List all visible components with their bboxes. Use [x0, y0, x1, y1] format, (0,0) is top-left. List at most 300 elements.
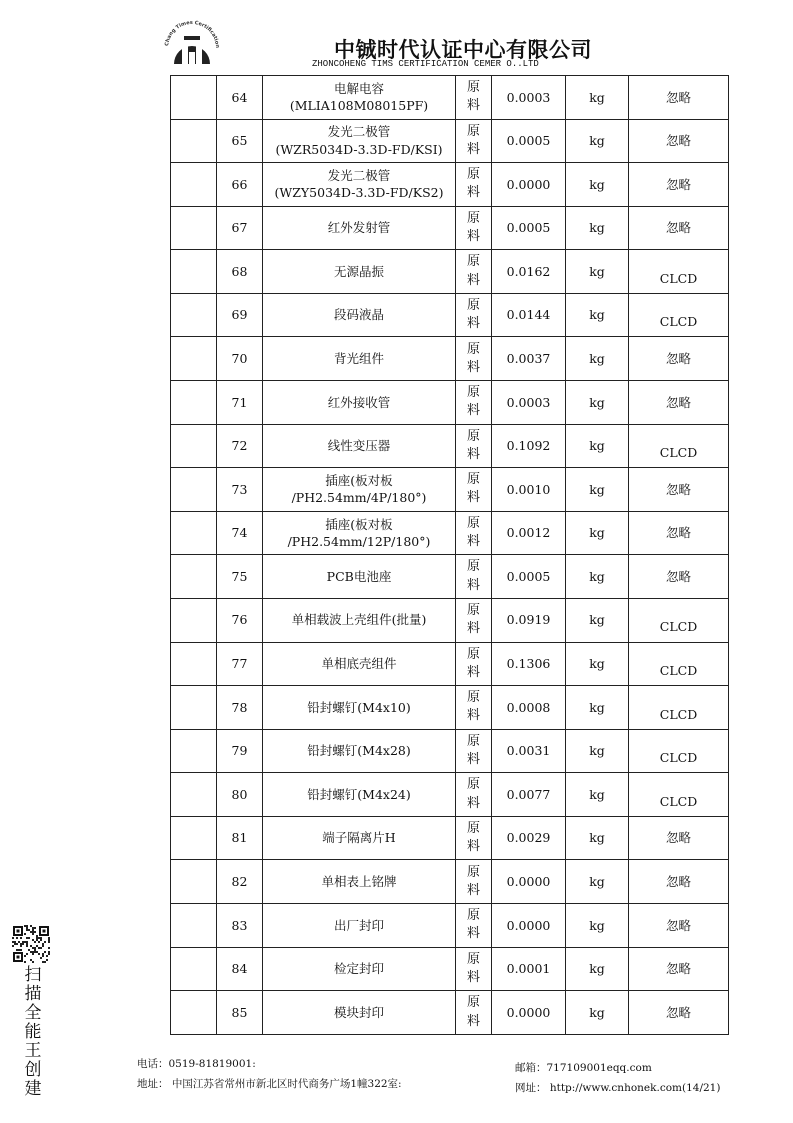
- unit-cell: [566, 250, 629, 294]
- type-cell: [456, 424, 492, 468]
- type-cell: [456, 555, 492, 599]
- item-weight: 0.0012: [506, 525, 551, 541]
- item-name-cell: [263, 468, 456, 512]
- row-number: 84: [231, 961, 248, 977]
- item-unit: kg: [589, 438, 605, 454]
- item-weight: 0.0000: [506, 1004, 551, 1020]
- item-name-cell: [263, 163, 456, 207]
- unit-cell: [566, 555, 629, 599]
- item-note: CLCD: [659, 445, 698, 461]
- weight-cell: [492, 642, 566, 686]
- item-note: CLCD: [659, 663, 698, 679]
- table-row: [171, 598, 729, 642]
- weight-cell: [492, 381, 566, 425]
- blank-cell: [171, 816, 217, 860]
- item-weight: 0.0005: [506, 568, 551, 584]
- footer-website: 网址： http://www.cnhonek.com(14/21): [515, 1082, 721, 1094]
- footer-phone: 电话：0519-81819001:: [137, 1058, 256, 1070]
- type-cell: [456, 816, 492, 860]
- item-note: CLCD: [659, 314, 698, 330]
- item-name: 检定封印: [333, 961, 384, 977]
- item-type: 原料: [467, 297, 481, 332]
- item-unit: kg: [589, 525, 605, 541]
- item-unit: kg: [589, 351, 605, 366]
- item-name-cell: [263, 729, 456, 773]
- note-cell: [629, 991, 729, 1035]
- row-number: 68: [231, 263, 248, 279]
- weight-cell: [492, 119, 566, 163]
- blank-cell: [171, 511, 217, 555]
- item-weight: 0.0031: [506, 743, 551, 759]
- item-type: 原料: [467, 428, 481, 462]
- table-row: [171, 729, 729, 773]
- row-number-cell: [217, 163, 263, 207]
- item-note: CLCD: [659, 793, 698, 809]
- blank-cell: [171, 642, 217, 686]
- item-name: 插座(板对板: [325, 472, 393, 488]
- item-note: 忽略: [665, 961, 691, 977]
- weight-cell: [492, 773, 566, 817]
- item-note: 忽略: [665, 394, 691, 410]
- item-weight: 0.0005: [506, 133, 551, 149]
- type-cell: [456, 119, 492, 163]
- item-name: 线性变压器: [327, 438, 391, 454]
- weight-cell: [492, 816, 566, 860]
- unit-cell: [566, 76, 629, 120]
- row-number: 67: [231, 220, 248, 236]
- table-row: [171, 206, 729, 250]
- footer-address: 地址： 中国江苏省常州市新北区时代商务广场1幢322室:: [137, 1078, 402, 1090]
- row-number: 74: [231, 525, 248, 541]
- item-weight: 0.0005: [506, 220, 551, 236]
- item-unit: kg: [589, 89, 605, 105]
- item-unit: kg: [589, 568, 605, 584]
- item-unit: kg: [589, 612, 605, 628]
- item-name: 红外接收管: [327, 394, 391, 410]
- item-unit: kg: [589, 743, 605, 759]
- type-cell: [456, 206, 492, 250]
- item-note: 忽略: [665, 568, 691, 584]
- blank-cell: [171, 729, 217, 773]
- unit-cell: [566, 816, 629, 860]
- item-weight: 0.0008: [506, 699, 551, 715]
- item-type: 原料: [467, 385, 481, 419]
- scanner-watermark: 扫描全能王创建: [24, 965, 42, 1099]
- table-row: [171, 76, 729, 120]
- item-unit: kg: [589, 176, 605, 192]
- company-name-cn: 中铖时代认证中心有限公司: [334, 38, 592, 62]
- type-cell: [456, 293, 492, 337]
- row-number-cell: [217, 816, 263, 860]
- item-name-cell: [263, 860, 456, 904]
- note-cell: [629, 860, 729, 904]
- item-name: 模块封印: [333, 1004, 384, 1020]
- type-cell: [456, 947, 492, 991]
- blank-cell: [171, 903, 217, 947]
- item-note: 忽略: [665, 133, 691, 149]
- row-number-cell: [217, 511, 263, 555]
- weight-cell: [492, 424, 566, 468]
- item-type: 原料: [467, 210, 481, 245]
- item-spec: (WZR5034D-3.3D-FD/KSI): [275, 141, 443, 157]
- materials-table: [170, 75, 729, 1035]
- item-spec: /PH2.54mm/12P/180°): [287, 534, 431, 550]
- blank-cell: [171, 773, 217, 817]
- blank-cell: [171, 250, 217, 294]
- note-cell: [629, 381, 729, 425]
- row-number-cell: [217, 686, 263, 730]
- item-type: 原料: [467, 341, 481, 375]
- weight-cell: [492, 76, 566, 120]
- row-number-cell: [217, 991, 263, 1035]
- blank-cell: [171, 991, 217, 1035]
- type-cell: [456, 729, 492, 773]
- type-cell: [456, 250, 492, 294]
- row-number: 79: [231, 743, 248, 759]
- item-spec: (WZY5034D-3.3D-FD/KS2): [274, 185, 444, 201]
- type-cell: [456, 598, 492, 642]
- weight-cell: [492, 729, 566, 773]
- item-name-cell: [263, 991, 456, 1035]
- table-row: [171, 337, 729, 381]
- blank-cell: [171, 598, 217, 642]
- note-cell: [629, 511, 729, 555]
- row-number-cell: [217, 206, 263, 250]
- item-type: 原料: [467, 254, 481, 288]
- type-cell: [456, 686, 492, 730]
- note-cell: [629, 76, 729, 120]
- item-unit: kg: [589, 133, 605, 149]
- item-note: 忽略: [665, 220, 691, 236]
- row-number: 83: [231, 917, 248, 933]
- item-note: 忽略: [665, 830, 691, 846]
- item-spec: (MLIA108M08015PF): [289, 98, 429, 114]
- weight-cell: [492, 991, 566, 1035]
- blank-cell: [171, 424, 217, 468]
- weight-cell: [492, 250, 566, 294]
- row-number: 73: [231, 481, 248, 497]
- note-cell: [629, 119, 729, 163]
- item-name-cell: [263, 947, 456, 991]
- item-name-cell: [263, 773, 456, 817]
- item-unit: kg: [589, 1004, 605, 1020]
- weight-cell: [492, 860, 566, 904]
- unit-cell: [566, 773, 629, 817]
- unit-cell: [566, 119, 629, 163]
- blank-cell: [171, 206, 217, 250]
- blank-cell: [171, 947, 217, 991]
- item-weight: 0.0077: [506, 786, 551, 802]
- item-type: 原料: [467, 80, 481, 114]
- item-name-cell: [263, 424, 456, 468]
- table-row: [171, 947, 729, 991]
- item-unit: kg: [589, 917, 605, 933]
- item-weight: 0.0003: [506, 394, 551, 410]
- item-type: 原料: [467, 515, 481, 550]
- weight-cell: [492, 293, 566, 337]
- item-unit: kg: [589, 830, 605, 846]
- note-cell: [629, 163, 729, 207]
- row-number-cell: [217, 729, 263, 773]
- item-type: 原料: [467, 951, 481, 985]
- item-name: 发光二极管: [327, 124, 391, 140]
- blank-cell: [171, 119, 217, 163]
- item-type: 原料: [467, 733, 481, 767]
- unit-cell: [566, 381, 629, 425]
- item-name: 出厂封印: [333, 917, 384, 933]
- note-cell: [629, 686, 729, 730]
- row-number-cell: [217, 381, 263, 425]
- item-type: 原料: [467, 690, 481, 724]
- row-number-cell: [217, 598, 263, 642]
- unit-cell: [566, 163, 629, 207]
- item-type: 原料: [467, 864, 481, 898]
- item-name: 段码液晶: [333, 307, 384, 323]
- item-weight: 0.0000: [506, 176, 551, 192]
- item-unit: kg: [589, 481, 605, 497]
- table-row: [171, 381, 729, 425]
- item-type: 原料: [467, 646, 481, 680]
- weight-cell: [492, 163, 566, 207]
- row-number: 85: [231, 1004, 248, 1020]
- item-note: 忽略: [665, 351, 691, 366]
- row-number: 70: [231, 351, 248, 366]
- unit-cell: [566, 729, 629, 773]
- item-unit: kg: [589, 699, 605, 715]
- row-number: 82: [231, 873, 248, 889]
- type-cell: [456, 337, 492, 381]
- row-number: 80: [231, 786, 248, 802]
- item-note: CLCD: [659, 706, 698, 722]
- item-name-cell: [263, 250, 456, 294]
- row-number: 71: [231, 394, 248, 410]
- item-note: 忽略: [665, 1004, 691, 1020]
- item-type: 原料: [467, 123, 481, 157]
- note-cell: [629, 337, 729, 381]
- item-name: 铅封螺钉(M4x24): [307, 786, 411, 802]
- item-name: 红外发射管: [327, 220, 391, 236]
- item-note: 忽略: [665, 176, 691, 192]
- blank-cell: [171, 76, 217, 120]
- item-note: 忽略: [665, 89, 691, 105]
- table-row: [171, 293, 729, 337]
- row-number: 76: [231, 612, 248, 628]
- blank-cell: [171, 381, 217, 425]
- row-number: 75: [231, 568, 248, 584]
- blank-cell: [171, 860, 217, 904]
- row-number-cell: [217, 860, 263, 904]
- item-weight: 0.1092: [506, 438, 551, 454]
- item-name-cell: [263, 206, 456, 250]
- item-name: 单相表上铭牌: [321, 873, 397, 889]
- item-weight: 0.0001: [506, 961, 551, 977]
- type-cell: [456, 991, 492, 1035]
- item-name-cell: [263, 642, 456, 686]
- item-name-cell: [263, 337, 456, 381]
- company-name-en: ZHONCOHENG TIMS CERTIFICATION CEMER O..LTD: [312, 59, 539, 69]
- item-name-cell: [263, 686, 456, 730]
- row-number-cell: [217, 903, 263, 947]
- item-name: 端子隔离片H: [322, 830, 396, 846]
- row-number-cell: [217, 555, 263, 599]
- item-name-cell: [263, 293, 456, 337]
- note-cell: [629, 206, 729, 250]
- table-row: [171, 816, 729, 860]
- item-weight: 0.0029: [506, 830, 551, 846]
- item-weight: 0.0003: [506, 89, 551, 105]
- table-row: [171, 991, 729, 1035]
- weight-cell: [492, 598, 566, 642]
- item-note: CLCD: [659, 270, 698, 286]
- item-name: 无源晶振: [333, 263, 384, 279]
- type-cell: [456, 511, 492, 555]
- item-unit: kg: [589, 873, 605, 889]
- table-row: [171, 468, 729, 512]
- item-name: 单相载波上壳组件(批量): [291, 612, 427, 628]
- row-number: 69: [231, 307, 248, 323]
- item-unit: kg: [589, 656, 605, 672]
- unit-cell: [566, 424, 629, 468]
- note-cell: [629, 555, 729, 599]
- unit-cell: [566, 598, 629, 642]
- item-name: 插座(板对板: [325, 516, 393, 532]
- row-number: 81: [231, 830, 248, 846]
- row-number-cell: [217, 337, 263, 381]
- row-number-cell: [217, 424, 263, 468]
- item-unit: kg: [589, 786, 605, 802]
- table-row: [171, 903, 729, 947]
- table-row: [171, 686, 729, 730]
- unit-cell: [566, 686, 629, 730]
- unit-cell: [566, 991, 629, 1035]
- item-note: 忽略: [665, 917, 691, 933]
- item-type: 原料: [467, 820, 481, 855]
- item-weight: 0.0000: [506, 873, 551, 889]
- item-unit: kg: [589, 961, 605, 977]
- item-name-cell: [263, 903, 456, 947]
- row-number-cell: [217, 468, 263, 512]
- item-name: 铅封螺钉(M4x28): [307, 743, 411, 759]
- item-type: 原料: [467, 559, 481, 593]
- item-note: CLCD: [659, 619, 698, 635]
- weight-cell: [492, 555, 566, 599]
- item-name: 铅封螺钉(M4x10): [307, 699, 411, 715]
- item-name: PCB电池座: [326, 568, 392, 584]
- weight-cell: [492, 903, 566, 947]
- row-number-cell: [217, 250, 263, 294]
- blank-cell: [171, 686, 217, 730]
- unit-cell: [566, 468, 629, 512]
- item-name: 发光二极管: [327, 167, 391, 183]
- note-cell: [629, 598, 729, 642]
- unit-cell: [566, 337, 629, 381]
- row-number-cell: [217, 642, 263, 686]
- table-row: [171, 511, 729, 555]
- type-cell: [456, 468, 492, 512]
- note-cell: [629, 250, 729, 294]
- blank-cell: [171, 337, 217, 381]
- row-number-cell: [217, 293, 263, 337]
- row-number: 64: [231, 89, 248, 105]
- table-row: [171, 642, 729, 686]
- unit-cell: [566, 642, 629, 686]
- note-cell: [629, 816, 729, 860]
- item-weight: 0.0010: [506, 481, 551, 497]
- item-name-cell: [263, 598, 456, 642]
- note-cell: [629, 424, 729, 468]
- type-cell: [456, 773, 492, 817]
- item-note: 忽略: [665, 525, 691, 541]
- note-cell: [629, 468, 729, 512]
- weight-cell: [492, 206, 566, 250]
- row-number: 65: [231, 133, 248, 149]
- item-name: 背光组件: [333, 351, 384, 366]
- type-cell: [456, 163, 492, 207]
- item-note: CLCD: [659, 750, 698, 766]
- item-note: 忽略: [665, 481, 691, 497]
- item-name-cell: [263, 381, 456, 425]
- row-number: 78: [231, 699, 248, 715]
- table-row: [171, 424, 729, 468]
- item-unit: kg: [589, 307, 605, 323]
- row-number-cell: [217, 773, 263, 817]
- item-type: 原料: [467, 777, 481, 811]
- table-row: [171, 250, 729, 294]
- item-weight: 0.1306: [506, 656, 551, 672]
- item-spec: /PH2.54mm/4P/180°): [291, 490, 427, 506]
- item-note: 忽略: [665, 873, 691, 889]
- unit-cell: [566, 293, 629, 337]
- type-cell: [456, 860, 492, 904]
- unit-cell: [566, 206, 629, 250]
- item-type: 原料: [467, 995, 481, 1029]
- note-cell: [629, 947, 729, 991]
- type-cell: [456, 642, 492, 686]
- row-number: 72: [231, 438, 248, 454]
- blank-cell: [171, 555, 217, 599]
- footer-email: 邮箱：717109001eqq.com: [515, 1062, 652, 1074]
- item-weight: 0.0162: [506, 263, 551, 279]
- weight-cell: [492, 511, 566, 555]
- table-row: [171, 773, 729, 817]
- item-name-cell: [263, 76, 456, 120]
- item-type: 原料: [467, 472, 481, 506]
- note-cell: [629, 773, 729, 817]
- item-weight: 0.0000: [506, 917, 551, 933]
- item-name: 单相底壳组件: [321, 656, 397, 672]
- type-cell: [456, 903, 492, 947]
- note-cell: [629, 293, 729, 337]
- unit-cell: [566, 947, 629, 991]
- table-row: [171, 555, 729, 599]
- qr-code-icon: [12, 925, 50, 963]
- table-row: [171, 860, 729, 904]
- item-type: 原料: [467, 908, 481, 942]
- item-unit: kg: [589, 394, 605, 410]
- item-unit: kg: [589, 220, 605, 236]
- row-number-cell: [217, 947, 263, 991]
- item-unit: kg: [589, 263, 605, 279]
- unit-cell: [566, 860, 629, 904]
- svg-text:Chang Times Certification Cent: Chang Times Certification: [164, 19, 221, 49]
- row-number-cell: [217, 119, 263, 163]
- unit-cell: [566, 903, 629, 947]
- weight-cell: [492, 337, 566, 381]
- item-name: 电解电容: [333, 80, 384, 96]
- note-cell: [629, 642, 729, 686]
- item-name-cell: [263, 816, 456, 860]
- weight-cell: [492, 686, 566, 730]
